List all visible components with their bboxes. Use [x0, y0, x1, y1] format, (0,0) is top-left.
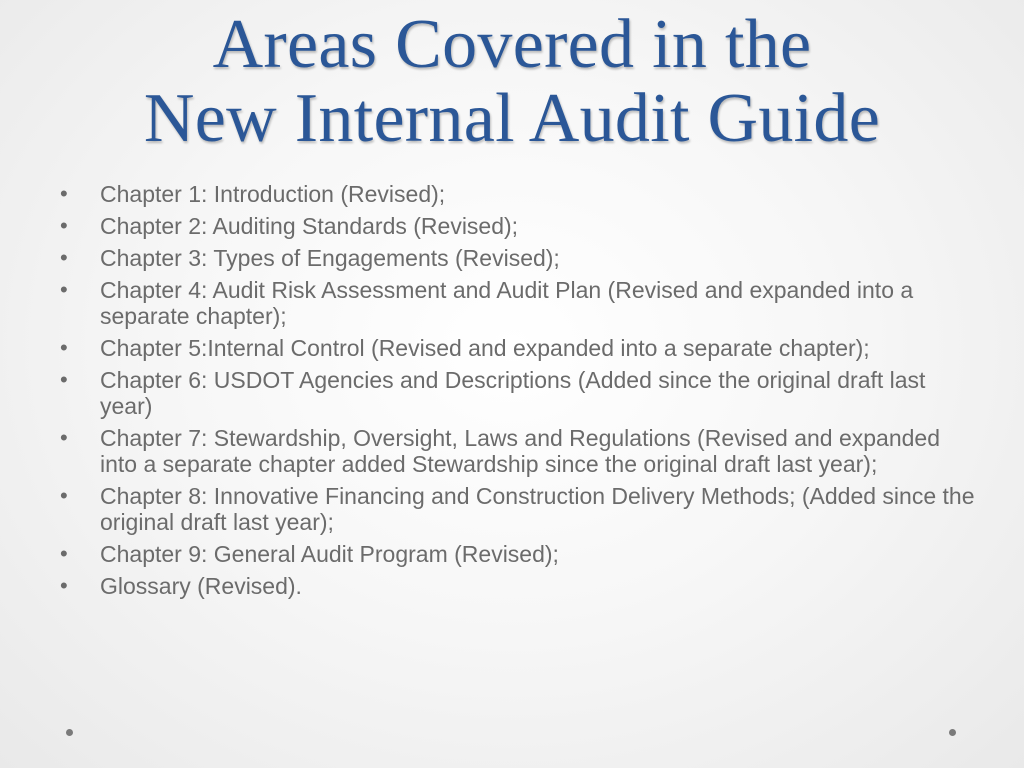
corner-dot-icon [949, 729, 956, 736]
bullet-icon: • [60, 483, 68, 508]
list-item-text: Chapter 1: Introduction (Revised); [100, 181, 446, 207]
bullet-icon: • [60, 573, 68, 598]
list-item [58, 335, 978, 361]
bullet-icon: • [60, 245, 68, 270]
list-item [58, 483, 978, 535]
list-item-text: Chapter 8: Innovative Financing and Construction Delivery Methods; (Added since the original draft last year); [100, 483, 975, 535]
list-item [58, 573, 978, 599]
bullet-icon: • [60, 277, 68, 302]
title-line-2: New Internal Audit Guide [143, 80, 881, 157]
list-item-text: Chapter 4: Audit Risk Assessment and Audit Plan (Revised and expanded into a separate chapter); [100, 277, 914, 329]
chapter-list [58, 181, 978, 605]
list-item-text: Chapter 2: Auditing Standards (Revised); [100, 213, 519, 239]
list-item [58, 541, 978, 567]
bullet-icon: • [60, 335, 68, 360]
list-item-text: Chapter 6: USDOT Agencies and Descriptions (Added since the original draft last year) [100, 367, 926, 419]
list-item-text: Chapter 3: Types of Engagements (Revised); [100, 245, 560, 271]
list-item-text: Chapter 7: Stewardship, Oversight, Laws and Regulations (Revised and expanded into a separate chapter added Stewardship since the original draft last year); [100, 425, 940, 477]
bullet-icon: • [60, 425, 68, 450]
bullet-icon: • [60, 541, 68, 566]
corner-dot-icon [66, 729, 73, 736]
bullet-icon: • [60, 367, 68, 392]
list-item-text: Glossary (Revised). [100, 573, 302, 599]
list-item [58, 213, 978, 239]
list-item-text: Chapter 9: General Audit Program (Revised); [100, 541, 559, 567]
slide-title [0, 8, 1024, 156]
list-item [58, 277, 978, 329]
title-line-1: Areas Covered in the [212, 6, 812, 83]
list-item [58, 181, 978, 207]
list-item [58, 245, 978, 271]
list-item [58, 367, 978, 419]
list-item [58, 425, 978, 477]
bullet-icon: • [60, 213, 68, 238]
bullet-icon: • [60, 181, 68, 206]
list-item-text: Chapter 5:Internal Control (Revised and expanded into a separate chapter); [100, 335, 870, 361]
